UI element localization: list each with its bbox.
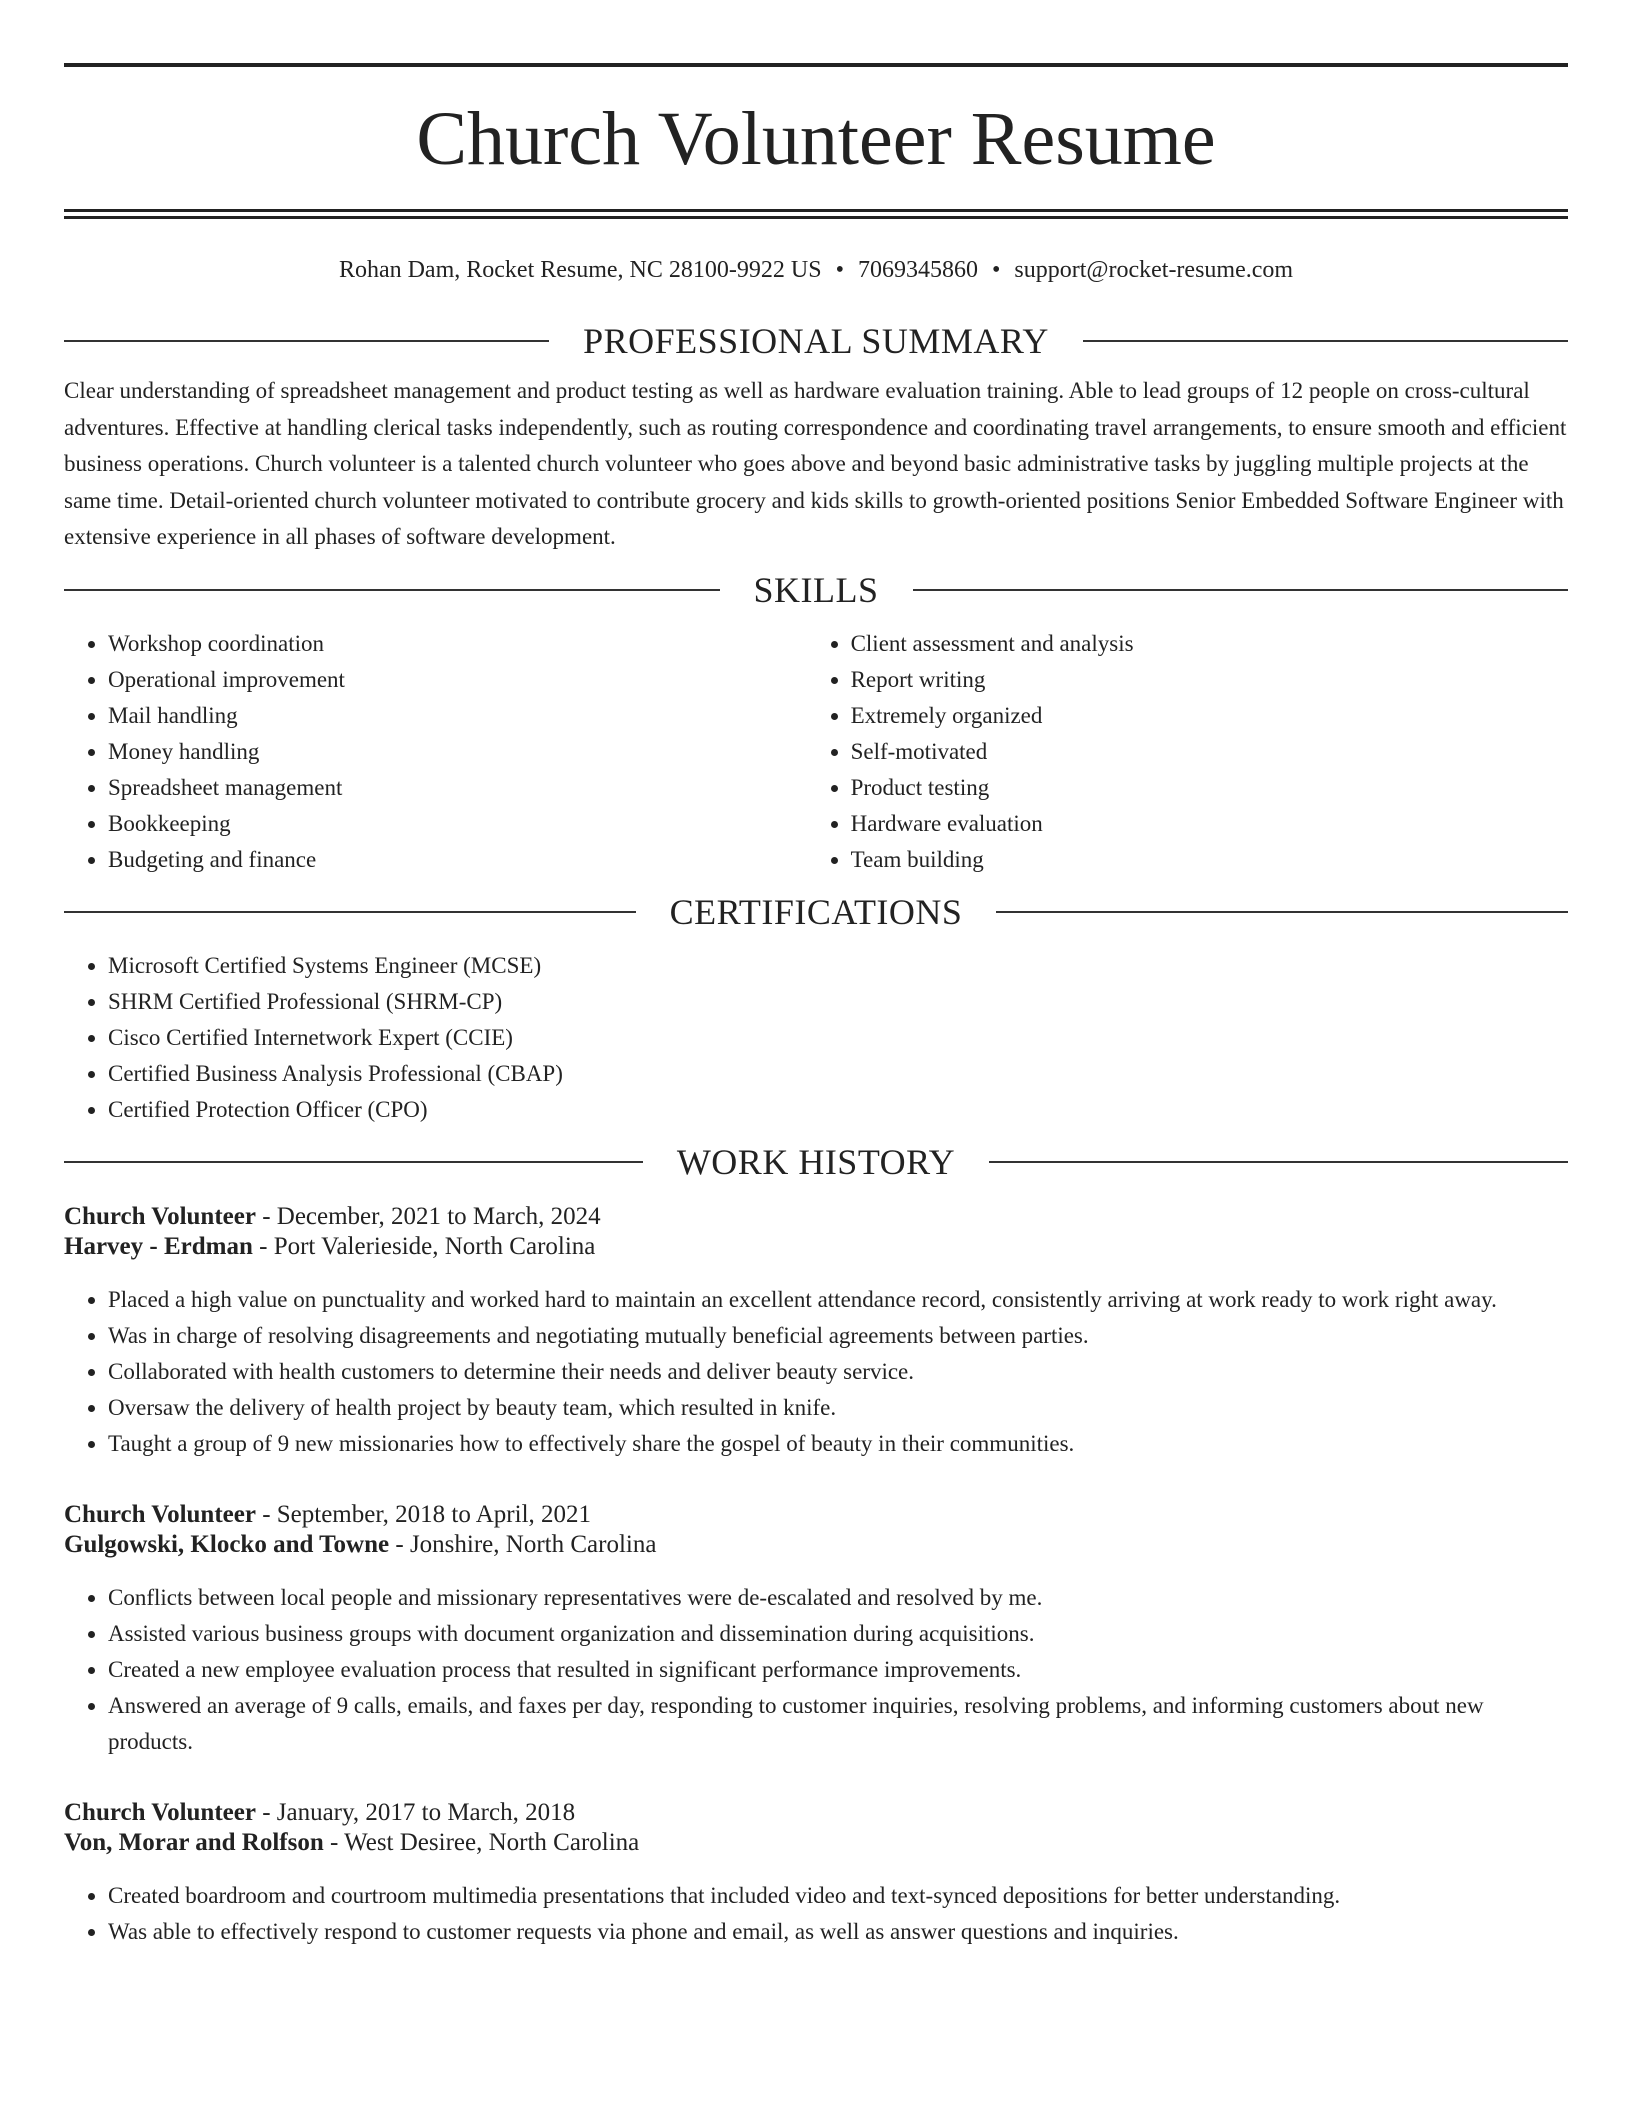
- resume-title: Church Volunteer Resume: [416, 97, 1216, 181]
- job-bullets: [64, 1282, 1568, 1462]
- skills-list-right: [807, 626, 1568, 878]
- job-bullet: • Created a new employee evaluation process that resulted in significant performance improvements.: [108, 1652, 1568, 1688]
- skill-item: • Report writing: [851, 662, 1568, 698]
- skills-columns: [64, 626, 1568, 878]
- job-dates: - September, 2018 to April, 2021: [255, 1500, 592, 1528]
- contact-phone: 7069345860: [857, 257, 978, 283]
- job-entry: [64, 1202, 1568, 1462]
- job-bullets: [64, 1580, 1568, 1760]
- job-company-line: [64, 1530, 1568, 1560]
- summary-section-title: PROFESSIONAL SUMMARY: [583, 321, 1049, 361]
- job-dates: - January, 2017 to March, 2018: [255, 1798, 576, 1826]
- skill-item: • Spreadsheet management: [108, 770, 807, 806]
- summary-text: Clear understanding of spreadsheet management and product testing as well as hardware evaluation training. Able to lead groups of 12 people on cross-cultural adventures. Effective at handling clerical tasks independently, such as routing correspondence and coordinating travel arrangements, to ensure smooth and efficient business operations. Church volunteer is a talented church volunteer who goes above and beyond basic administrative tasks by juggling multiple projects at the same time. Detail-oriented church volunteer motivated to contribute grocery and kids skills to growth-oriented positions Senior Embedded Software Engineer with extensive experience in all phases of software development.: [64, 378, 1567, 549]
- contact-email: support@rocket-resume.com: [1014, 257, 1294, 283]
- certifications-section-title: CERTIFICATIONS: [669, 891, 963, 932]
- work-section-header: [64, 1142, 1568, 1182]
- section-rule: [64, 340, 549, 342]
- skill-item: • Hardware evaluation: [851, 806, 1568, 842]
- job-title-line: [64, 1202, 1568, 1232]
- title-double-rule: [64, 209, 1568, 219]
- job-location: - Port Valerieside, North Carolina: [252, 1232, 596, 1260]
- job-title-line: [64, 1500, 1568, 1530]
- skill-item: • Team building: [851, 842, 1568, 878]
- skill-item: • Workshop coordination: [108, 626, 807, 662]
- job-bullet: • Collaborated with health customers to determine their needs and deliver beauty service.: [108, 1354, 1568, 1390]
- job-bullets: [64, 1878, 1568, 1950]
- certifications-section-header: [64, 892, 1568, 932]
- job-company: Von, Morar and Rolfson: [64, 1828, 324, 1856]
- certification-item: • Cisco Certified Internetwork Expert (CCIE): [108, 1020, 1568, 1056]
- contact-line: [64, 255, 1568, 285]
- skill-item: • Operational improvement: [108, 662, 807, 698]
- job-company: Gulgowski, Klocko and Towne: [64, 1530, 390, 1558]
- certification-item: • Microsoft Certified Systems Engineer (MCSE): [108, 948, 1568, 984]
- skill-item: • Extremely organized: [851, 698, 1568, 734]
- job-title: Church Volunteer: [64, 1798, 256, 1826]
- contact-separator: •: [991, 257, 1001, 283]
- section-rule: [1083, 340, 1568, 342]
- skill-item: • Bookkeeping: [108, 806, 807, 842]
- certification-item: • SHRM Certified Professional (SHRM-CP): [108, 984, 1568, 1020]
- section-rule: [64, 911, 636, 913]
- job-bullet: • Oversaw the delivery of health project by beauty team, which resulted in knife.: [108, 1390, 1568, 1426]
- skills-list-left: [64, 626, 807, 878]
- contact-separator: •: [835, 257, 844, 283]
- job-bullet: • Assisted various business groups with document organization and dissemination during acquisitions.: [108, 1616, 1568, 1652]
- job-title-line: [64, 1798, 1568, 1828]
- job-title: Church Volunteer: [64, 1202, 256, 1230]
- skill-item: • Self-motivated: [851, 734, 1568, 770]
- job-location: - West Desiree, North Carolina: [323, 1828, 640, 1856]
- resume-page: [64, 0, 1568, 1950]
- contact-address: Rohan Dam, Rocket Resume, NC 28100-9922 US: [338, 257, 822, 283]
- certification-item: • Certified Business Analysis Professional (CBAP): [108, 1056, 1568, 1092]
- job-company: Harvey - Erdman: [64, 1232, 253, 1260]
- job-entry: [64, 1798, 1568, 1950]
- section-rule: [64, 589, 720, 591]
- skill-item: • Mail handling: [108, 698, 807, 734]
- job-location: - Jonshire, North Carolina: [389, 1530, 657, 1558]
- skill-item: • Product testing: [851, 770, 1568, 806]
- skill-item: • Client assessment and analysis: [851, 626, 1568, 662]
- job-bullet: • Was able to effectively respond to customer requests via phone and email, as well as answer questions and inquiries.: [108, 1914, 1568, 1950]
- job-company-line: [64, 1232, 1568, 1262]
- skills-section-header: [64, 570, 1568, 610]
- job-bullet: • Conflicts between local people and missionary representatives were de-escalated and resolved by me.: [108, 1580, 1568, 1616]
- section-rule: [64, 1161, 643, 1163]
- job-bullet: • Answered an average of 9 calls, emails, and faxes per day, responding to customer inquiries, resolving problems, and informing customers about new products.: [108, 1688, 1568, 1760]
- skill-item: • Budgeting and finance: [108, 842, 807, 878]
- section-rule: [989, 1161, 1568, 1163]
- job-entry: [64, 1500, 1568, 1760]
- job-bullet: • Was in charge of resolving disagreements and negotiating mutually beneficial agreements between parties.: [108, 1318, 1568, 1354]
- summary-section-header: [64, 321, 1568, 361]
- work-section-title: WORK HISTORY: [676, 1141, 956, 1182]
- certifications-list: [64, 948, 1568, 1128]
- job-bullet: • Created boardroom and courtroom multimedia presentations that included video and text-synced depositions for better understanding.: [108, 1878, 1568, 1914]
- skills-section-title: SKILLS: [753, 569, 879, 610]
- skill-item: • Money handling: [108, 734, 807, 770]
- section-rule: [913, 589, 1569, 591]
- job-bullet: • Taught a group of 9 new missionaries how to effectively share the gospel of beauty in their communities.: [108, 1426, 1568, 1462]
- job-company-line: [64, 1828, 1568, 1858]
- top-rule: [64, 63, 1568, 67]
- job-dates: - December, 2021 to March, 2024: [255, 1202, 601, 1230]
- job-bullet: • Placed a high value on punctuality and worked hard to maintain an excellent attendance record, consistently arriving at work ready to work right away.: [108, 1282, 1568, 1318]
- certification-item: • Certified Protection Officer (CPO): [108, 1092, 1568, 1128]
- job-title: Church Volunteer: [64, 1500, 256, 1528]
- section-rule: [996, 911, 1568, 913]
